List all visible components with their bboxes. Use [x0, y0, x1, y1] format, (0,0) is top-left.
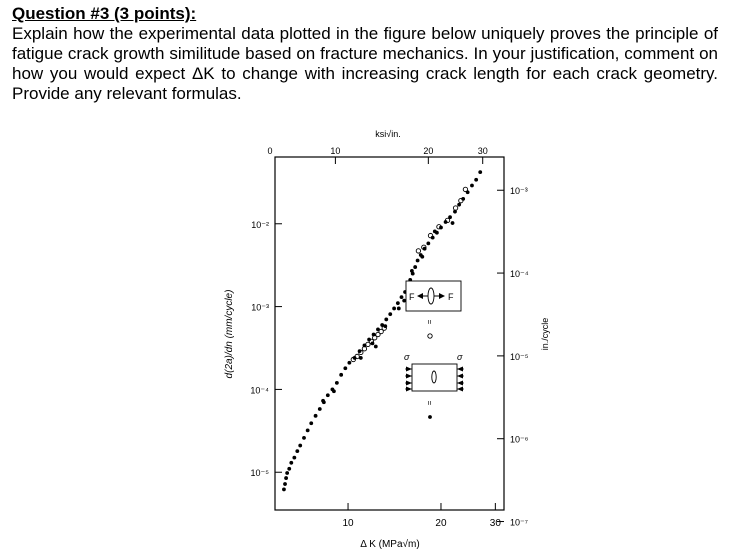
data-points: [282, 170, 482, 491]
filled-dot-point: [359, 356, 363, 360]
filled-dot-point: [283, 482, 287, 486]
filled-dot-point: [339, 373, 343, 377]
filled-dot-point: [302, 436, 306, 440]
filled-dot-point: [371, 341, 375, 345]
filled-dot-point: [383, 324, 387, 328]
filled-dot-point: [413, 265, 417, 269]
filled-dot-point: [396, 301, 400, 305]
filled-dot-point: [439, 226, 443, 230]
plot-frame: [275, 157, 504, 510]
bottom-tick-label: 30: [489, 518, 501, 529]
filled-dot-point: [285, 471, 289, 475]
filled-dot-point: [433, 229, 437, 233]
filled-dot-point: [416, 259, 420, 263]
left-tick-label: 10⁻²: [251, 219, 269, 230]
filled-dot-point: [397, 307, 401, 311]
top-tick-label: 20: [423, 146, 434, 156]
axis-ticks: [250, 146, 528, 529]
legend-sigma-left: σ: [404, 352, 410, 362]
legend-plate-box: [412, 364, 457, 391]
filled-dot-point: [410, 269, 414, 273]
filled-dot-point: [287, 467, 291, 471]
filled-dot-point: [388, 312, 392, 316]
bottom-axis-label: Δ K (MPa√m): [360, 539, 420, 550]
filled-dot-point: [444, 220, 448, 224]
filled-dot-point: [343, 366, 347, 370]
filled-dot-point: [353, 356, 357, 360]
right-tick-label: 10⁻⁷: [510, 517, 529, 528]
filled-dot-point: [314, 414, 318, 418]
filled-dot-point: [289, 461, 293, 465]
filled-dot-point: [400, 295, 404, 299]
filled-dot-point: [431, 236, 435, 240]
question-heading: Question #3 (3 points):: [12, 4, 197, 23]
left-tick-label: 10⁻⁴: [250, 385, 269, 396]
filled-dot-point: [457, 203, 461, 207]
filled-dot-point: [451, 221, 455, 225]
filled-dot-point: [363, 343, 367, 347]
filled-dot-point: [376, 328, 380, 332]
filled-dot-point: [298, 444, 302, 448]
filled-dot-point: [420, 255, 424, 259]
filled-dot-point: [295, 449, 299, 453]
filled-dot-point: [426, 241, 430, 245]
filled-dot-point: [374, 345, 378, 349]
bottom-tick-label: 10: [342, 518, 354, 529]
legend-force-left: F: [409, 292, 415, 302]
filled-dot-point: [282, 488, 286, 492]
filled-dot-point: [309, 421, 313, 425]
open-circle-point: [453, 206, 457, 210]
filled-dot-point: [470, 184, 474, 188]
filled-dot-point: [321, 399, 325, 403]
legend-filled-dot-marker: [428, 415, 432, 419]
open-circle-point: [416, 249, 420, 253]
top-tick-label: 10: [330, 146, 341, 156]
filled-dot-point: [448, 215, 452, 219]
right-tick-label: 10⁻⁴: [510, 269, 529, 280]
bottom-tick-label: 20: [435, 518, 447, 529]
right-tick-label: 10⁻⁵: [510, 351, 529, 362]
filled-dot-point: [474, 178, 478, 182]
filled-dot-point: [402, 299, 406, 303]
filled-dot-point: [461, 197, 465, 201]
filled-dot-point: [372, 333, 376, 337]
filled-dot-point: [332, 389, 336, 393]
legend-open-circle-marker: [428, 334, 432, 338]
filled-dot-point: [358, 349, 362, 353]
filled-dot-point: [306, 429, 310, 433]
right-axis-label: in./cycle: [540, 317, 550, 351]
legend-force-right: F: [448, 292, 454, 302]
filled-dot-point: [453, 210, 457, 214]
top-tick-label: 30: [477, 146, 488, 156]
filled-dot-point: [335, 381, 339, 385]
legend-equals-2: =: [425, 400, 434, 406]
right-tick-label: 10⁻⁶: [510, 434, 529, 445]
filled-dot-point: [284, 476, 288, 480]
filled-dot-point: [423, 247, 427, 251]
filled-dot-point: [384, 318, 388, 322]
top-tick-label: 0: [267, 146, 273, 156]
left-tick-label: 10⁻⁵: [250, 468, 269, 479]
filled-dot-point: [392, 307, 396, 311]
legend: [404, 281, 464, 419]
filled-dot-point: [347, 361, 351, 365]
filled-dot-point: [292, 456, 296, 460]
filled-dot-point: [466, 190, 470, 194]
right-tick-label: 10⁻³: [510, 186, 528, 197]
filled-dot-point: [326, 393, 330, 397]
filled-dot-point: [367, 338, 371, 342]
filled-dot-point: [318, 407, 322, 411]
legend-equals-1: =: [425, 319, 434, 325]
left-axis-label: d(2a)/dn (mm/cycle): [224, 289, 235, 379]
filled-dot-point: [478, 170, 482, 174]
left-tick-label: 10⁻³: [251, 302, 269, 313]
legend-sigma-right: σ: [457, 352, 463, 362]
top-axis-label: ksi√in.: [375, 129, 401, 139]
question-body: Explain how the experimental data plotted in the figure below uniquely proves the principle of fatigue crack growth similitude based on fracture mechanics. In your justification, comment on how you would expect ΔK to change with increasing crack length for each crack geometry. Provide any relevant formulas.: [12, 24, 718, 103]
